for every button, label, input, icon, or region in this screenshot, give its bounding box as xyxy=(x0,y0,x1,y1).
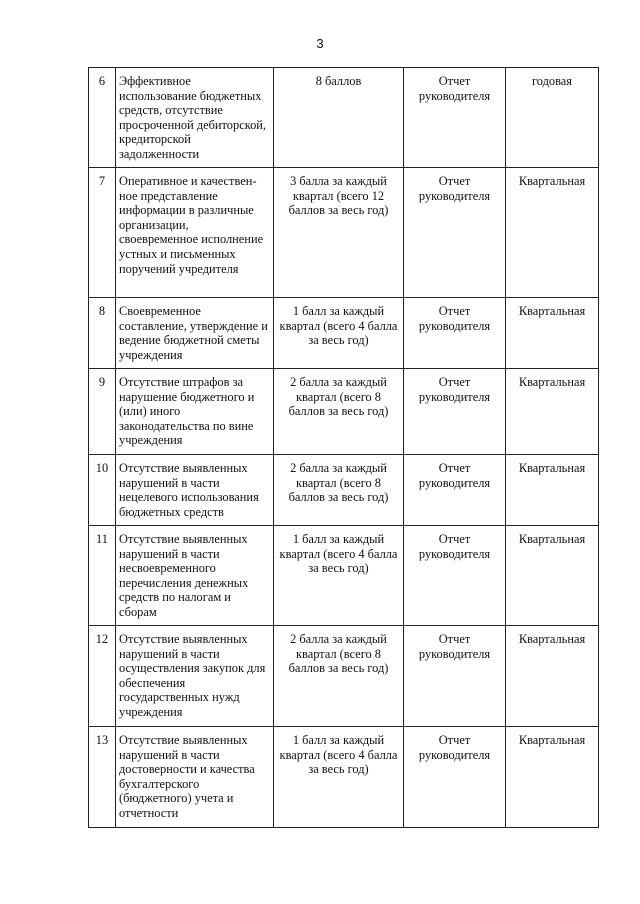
criterion-name: Своевременное составление, утверждение и ведение бюджетной сметы учреждения xyxy=(116,298,274,369)
report-form: Отчет руководителя xyxy=(404,727,506,828)
criterion-name: Отсутствие штрафов за нарушение бюджетного и (или) иного законодательства по вине учреждения xyxy=(116,369,274,455)
criterion-score: 1 балл за каждый квартал (всего 4 балла за весь год) xyxy=(274,298,404,369)
report-form: Отчет руководителя xyxy=(404,298,506,369)
criterion-score: 1 балл за каждый квартал (всего 4 балла за весь год) xyxy=(274,727,404,828)
criterion-name: Оперативное и качествен-ное представление информации в различные организации, своевременное исполнение устных и письменных поручений учредителя xyxy=(116,168,274,298)
report-form: Отчет руководителя xyxy=(404,68,506,168)
table-row xyxy=(89,369,599,455)
criterion-name: Отсутствие выявленных нарушений в части достоверности и качества бухгалтерского (бюджетного) учета и отчетности xyxy=(116,727,274,828)
report-period: Квартальная xyxy=(506,727,599,828)
criterion-score: 2 балла за каждый квартал (всего 8 баллов за весь год) xyxy=(274,369,404,455)
table-row xyxy=(89,626,599,727)
criteria-table xyxy=(88,67,599,828)
report-period: Квартальная xyxy=(506,455,599,526)
criterion-score: 2 балла за каждый квартал (всего 8 баллов за весь год) xyxy=(274,626,404,727)
table-row xyxy=(89,68,599,168)
row-number: 13 xyxy=(89,727,116,828)
row-number: 11 xyxy=(89,526,116,626)
row-number: 9 xyxy=(89,369,116,455)
criterion-score: 2 балла за каждый квартал (всего 8 баллов за весь год) xyxy=(274,455,404,526)
report-period: годовая xyxy=(506,68,599,168)
report-form: Отчет руководителя xyxy=(404,369,506,455)
criterion-name: Отсутствие выявленных нарушений в части нецелевого использования бюджетных средств xyxy=(116,455,274,526)
criterion-score: 3 балла за каждый квартал (всего 12 баллов за весь год) xyxy=(274,168,404,298)
report-period: Квартальная xyxy=(506,369,599,455)
row-number: 6 xyxy=(89,68,116,168)
criterion-score: 8 баллов xyxy=(274,68,404,168)
report-period: Квартальная xyxy=(506,526,599,626)
row-number: 10 xyxy=(89,455,116,526)
criterion-name: Отсутствие выявленных нарушений в части осуществления закупок для обеспечения государственных нужд учреждения xyxy=(116,626,274,727)
table-row xyxy=(89,455,599,526)
criterion-score: 1 балл за каждый квартал (всего 4 балла за весь год) xyxy=(274,526,404,626)
report-form: Отчет руководителя xyxy=(404,626,506,727)
row-number: 8 xyxy=(89,298,116,369)
report-form: Отчет руководителя xyxy=(404,455,506,526)
row-number: 12 xyxy=(89,626,116,727)
table-row xyxy=(89,168,599,298)
page-number: 3 xyxy=(316,36,324,51)
criterion-name: Отсутствие выявленных нарушений в части несвоевременного перечисления денежных средств по налогам и сборам xyxy=(116,526,274,626)
report-period: Квартальная xyxy=(506,298,599,369)
table-row xyxy=(89,298,599,369)
table-row xyxy=(89,526,599,626)
row-number: 7 xyxy=(89,168,116,298)
report-form: Отчет руководителя xyxy=(404,168,506,298)
report-period: Квартальная xyxy=(506,168,599,298)
report-form: Отчет руководителя xyxy=(404,526,506,626)
criterion-name: Эффективное использование бюджетных средств, отсутствие просроченной дебиторской, кредиторской задолженности xyxy=(116,68,274,168)
report-period: Квартальная xyxy=(506,626,599,727)
table-row xyxy=(89,727,599,828)
